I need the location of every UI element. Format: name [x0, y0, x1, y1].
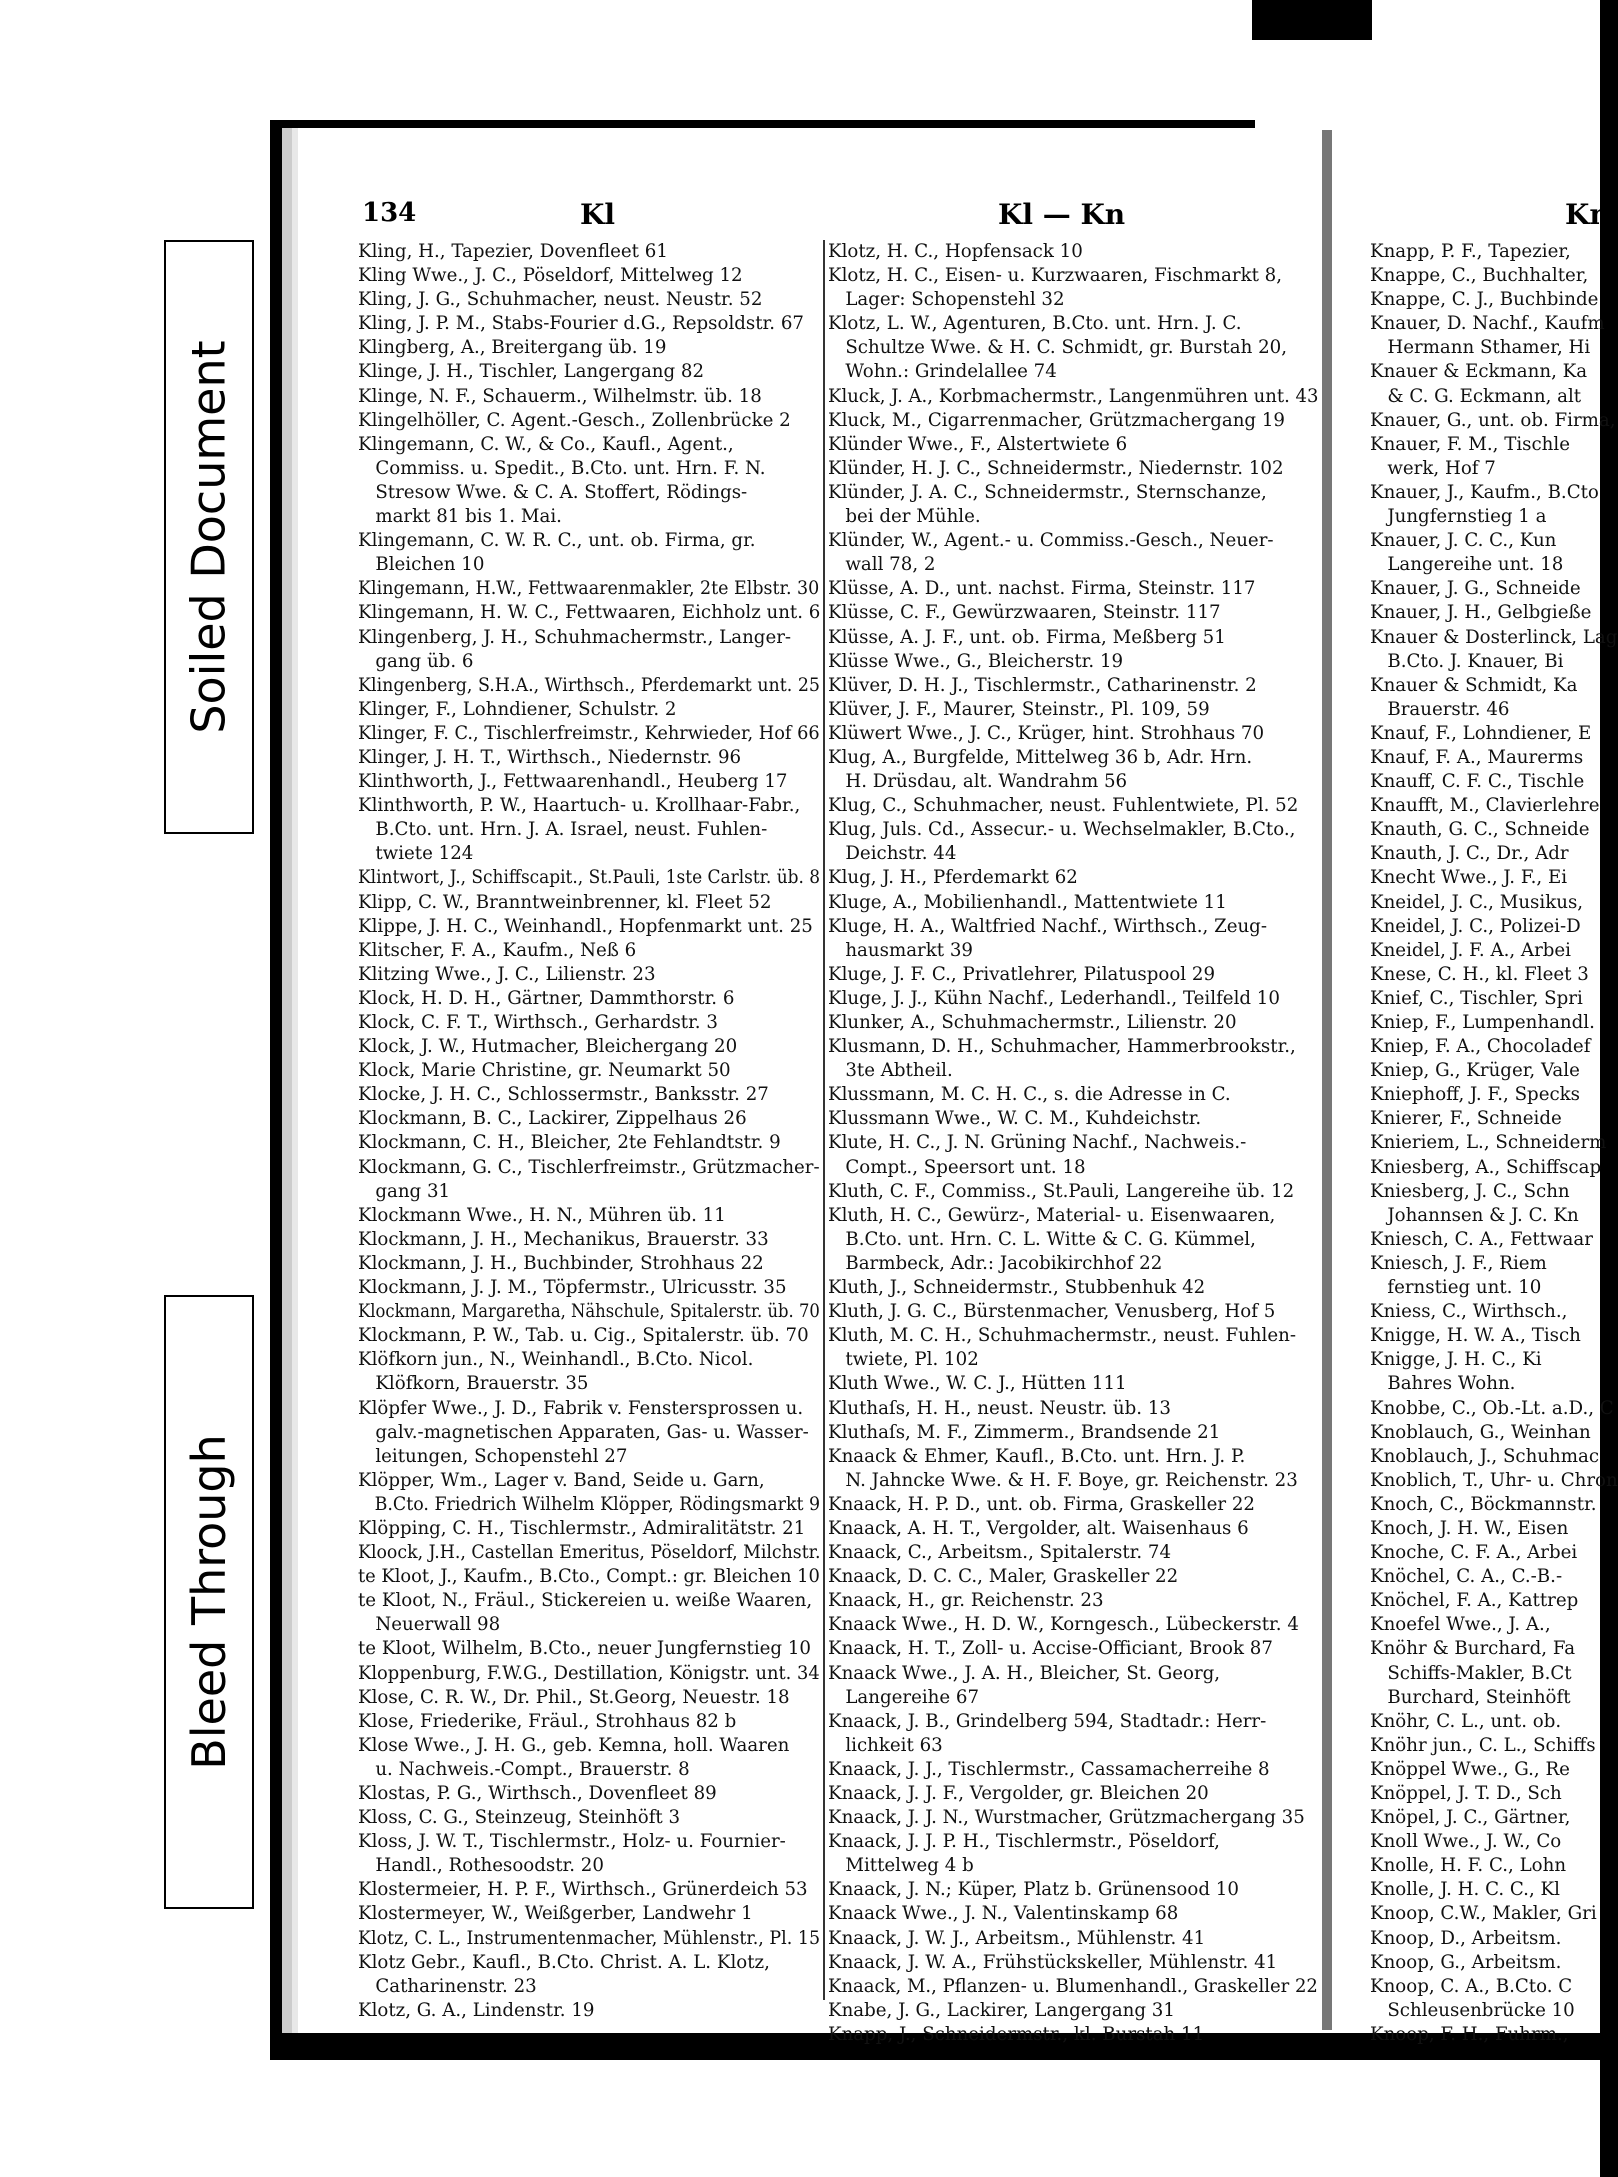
directory-entry: Lager: Schopenstehl 32 — [828, 289, 1065, 311]
directory-entry: & C. G. Eckmann, alt — [1370, 385, 1582, 407]
directory-entry: Bleichen 10 — [358, 554, 485, 576]
directory-entry: leitungen, Schopenstehl 27 — [358, 1445, 628, 1467]
directory-entry: Knoche, C. F. A., Arbei — [1370, 1542, 1578, 1564]
directory-entry: Klug, Juls. Cd., Assecur.- u. Wechselmakler, B.Cto., — [828, 819, 1296, 841]
directory-entry: Knauer, J., Kaufm., B.Cto — [1370, 481, 1599, 503]
directory-entry: Klocke, J. H. C., Schlossermstr., Banksstr. 27 — [358, 1084, 769, 1106]
directory-entry: Knauf, F. A., Maurerms — [1370, 746, 1584, 768]
directory-entry: Kluck, M., Cigarrenmacher, Grützmachergang 19 — [828, 409, 1285, 431]
directory-entry: Knöpel, J. C., Gärtner, — [1370, 1807, 1571, 1829]
directory-entry: B.Cto. J. Knauer, Bi — [1370, 650, 1564, 672]
directory-entry: Klitscher, F. A., Kaufm., Neß 6 — [358, 939, 637, 961]
directory-entry: N. Jahncke Wwe. & H. F. Boye, gr. Reichenstr. 23 — [828, 1469, 1298, 1491]
directory-entry: Klug, A., Burgfelde, Mittelweg 36 b, Adr. Hrn. — [828, 746, 1253, 768]
directory-entry: Knauer, J. C. C., Kun — [1370, 530, 1557, 552]
directory-entry: Klockmann, J. J. M., Töpfermstr., Ulricusstr. 35 — [358, 1277, 787, 1299]
directory-entry: Knöppel, J. T. D., Sch — [1370, 1783, 1562, 1804]
directory-entry: Knauer, F. M., Tischle — [1370, 433, 1570, 455]
directory-entry: Knaack, J. J. P. H., Tischlermstr., Pöseldorf, — [828, 1831, 1220, 1853]
directory-entry: Bahres Wohn. — [1370, 1373, 1516, 1395]
directory-entry: Knappe, C., Buchhalter, — [1370, 265, 1589, 287]
directory-entry: Knaack, H. P. D., unt. ob. Firma, Graskeller 22 — [828, 1493, 1256, 1515]
directory-entry: Knolle, J. H. C. C., Kl — [1370, 1879, 1560, 1901]
directory-entry: Knöhr jun., C. L., Schiffs — [1370, 1734, 1596, 1756]
directory-entry: Knese, C. H., kl. Fleet 3 — [1370, 963, 1589, 985]
directory-entry: Kniephoff, J. F., Specks — [1370, 1084, 1580, 1106]
directory-entry: Knöhr, C. L., unt. ob. — [1370, 1710, 1562, 1732]
directory-entry: Knöppel Wwe., G., Re — [1370, 1758, 1570, 1780]
directory-entry: Kluth, J., Schneidermstr., Stubbenhuk 42 — [828, 1277, 1206, 1299]
directory-entry: Hermann Sthamer, Hi — [1370, 337, 1591, 359]
directory-entry: Kniesberg, A., Schiffscap — [1370, 1156, 1602, 1178]
directory-entry: Knaack Wwe., J. N., Valentinskamp 68 — [828, 1903, 1179, 1925]
directory-entry: Knierer, F., Schneide — [1370, 1108, 1562, 1130]
directory-entry: Klöpfer Wwe., J. D., Fabrik v. Fenstersprossen u. — [358, 1397, 804, 1419]
directory-entry: Knieriem, L., Schneiderm — [1370, 1132, 1607, 1154]
directory-entry: Klinge, N. F., Schauerm., Wilhelmstr. üb. 18 — [358, 385, 762, 407]
directory-entry: Kluth, C. F., Commiss., St.Pauli, Langereihe üb. 12 — [828, 1180, 1295, 1202]
directory-entry: Knoop, F. H., Fuhrm., — [1370, 2023, 1569, 2045]
directory-entry: bei der Mühle. — [828, 506, 981, 528]
directory-entry: Klockmann, C. H., Bleicher, 2te Fehlandtstr. 9 — [358, 1132, 781, 1154]
directory-entry: Langereihe unt. 18 — [1370, 554, 1564, 576]
directory-entry: Kling, J. P. M., Stabs-Fourier d.G., Repsoldstr. 67 — [358, 313, 804, 335]
directory-entry: Deichstr. 44 — [828, 843, 957, 865]
directory-entry: Klingemann, H.W., Fettwaarenmakler, 2te Elbstr. 30 — [358, 578, 820, 600]
directory-entry: te Kloot, N., Fräul., Stickereien u. weiße Waaren, — [358, 1590, 813, 1612]
directory-entry: Klock, C. F. T., Wirthsch., Gerhardstr. 3 — [358, 1012, 718, 1033]
directory-entry: Klotz, G. A., Lindenstr. 19 — [358, 1999, 595, 2021]
directory-entry: Klingemann, C. W. R. C., unt. ob. Firma, gr. — [358, 530, 756, 552]
right-column — [828, 240, 1318, 2047]
directory-entry: Knaufft, M., Clavierlehre — [1370, 795, 1600, 817]
directory-entry: Kluge, J. F. C., Privatlehrer, Pilatuspool 29 — [828, 963, 1216, 985]
directory-entry: Catharinenstr. 23 — [358, 1975, 537, 1997]
facing-page-column — [1370, 240, 1618, 2047]
directory-entry: Knaack, J. B., Grindelberg 594, Stadtadr.: Herr- — [828, 1710, 1267, 1732]
directory-entry: Klingemann, H. W. C., Fettwaaren, Eichholz unt. 6 — [358, 602, 821, 624]
directory-entry: 3te Abtheil. — [828, 1060, 953, 1082]
right-running-head: Kl — Kn — [998, 198, 1126, 231]
directory-entry: Klockmann, B. C., Lackirer, Zippelhaus 26 — [358, 1108, 747, 1130]
directory-entry: Klotz, H. C., Hopfensack 10 — [828, 241, 1083, 262]
directory-entry: Knöhr & Burchard, Fa — [1370, 1638, 1576, 1660]
directory-entry: te Kloot, Wilhelm, B.Cto., neuer Jungfernstieg 10 — [358, 1638, 811, 1660]
directory-entry: Knauf, F., Lohndiener, E — [1370, 722, 1592, 744]
directory-entry: Knaack, M., Pflanzen- u. Blumenhandl., Graskeller 22 — [828, 1975, 1318, 1997]
directory-entry: Klinger, F., Lohndiener, Schulstr. 2 — [358, 698, 677, 720]
directory-entry: te Kloot, J., Kaufm., B.Cto., Compt.: gr. Bleichen 10 — [358, 1566, 820, 1588]
page-number: 134 — [362, 198, 417, 228]
directory-entry: Kneidel, J. C., Polizei-D — [1370, 915, 1581, 937]
directory-entry: Knoblauch, G., Weinhan — [1370, 1421, 1591, 1443]
directory-entry: Kluth, H. C., Gewürz-, Material- u. Eisenwaaren, — [828, 1204, 1276, 1226]
directory-entry: Knaack, J. J. F., Vergolder, gr. Bleichen 20 — [828, 1783, 1209, 1804]
directory-entry: Klöfkorn, Brauerstr. 35 — [358, 1373, 589, 1395]
soiled-document-label — [164, 240, 254, 834]
directory-entry: Knoefel Wwe., J. A., — [1370, 1614, 1551, 1636]
directory-entry: Klünder Wwe., F., Alstertwiete 6 — [828, 433, 1128, 455]
directory-entry: Kluth, M. C. H., Schuhmachermstr., neust. Fuhlen- — [828, 1325, 1296, 1347]
directory-entry: Klüver, D. H. J., Tischlermstr., Catharinenstr. 2 — [828, 674, 1257, 696]
directory-entry: Knauer, J. G., Schneide — [1370, 578, 1581, 600]
directory-entry: Klostermeyer, W., Weißgerber, Landwehr 1 — [358, 1903, 753, 1925]
directory-entry: Knoll Wwe., J. W., Co — [1370, 1831, 1562, 1853]
facing-running-head: Kn — [1565, 198, 1610, 231]
directory-entry: Knief, C., Tischler, Spri — [1370, 987, 1583, 1009]
directory-entry: Knigge, H. W. A., Tisch — [1370, 1325, 1581, 1347]
directory-entry: Kluge, H. A., Waltfried Nachf., Wirthsch., Zeug- — [828, 915, 1267, 937]
directory-entry: Knaack, J. J. N., Wurstmacher, Grützmachergang 35 — [828, 1807, 1305, 1829]
directory-entry: Klünder, J. A. C., Schneidermstr., Sternschanze, — [828, 481, 1267, 503]
directory-entry: Klinthworth, P. W., Haartuch- u. Krollhaar-Fabr., — [358, 795, 801, 817]
directory-entry: markt 81 bis 1. Mai. — [358, 506, 562, 528]
directory-entry: Klotz Gebr., Kaufl., B.Cto. Christ. A. L. Klotz, — [358, 1951, 770, 1973]
directory-entry: Knoch, J. H. W., Eisen — [1370, 1517, 1569, 1539]
directory-entry: Klintwort, J., Schiffscapit., St.Pauli, 1ste Carlstr. üb. 8 — [358, 867, 821, 889]
directory-entry: Klug, J. H., Pferdemarkt 62 — [828, 867, 1078, 889]
directory-entry: Klüsse Wwe., G., Bleicherstr. 19 — [828, 650, 1124, 672]
directory-entry: Klose Wwe., J. H. G., geb. Kemna, holl. Waaren — [358, 1734, 790, 1756]
directory-entry: Kloock, J.H., Castellan Emeritus, Pöseldorf, Milchstr. — [358, 1542, 821, 1564]
directory-entry: Klockmann, G. C., Tischlerfreimstr., Grützmacher- — [358, 1156, 820, 1178]
directory-entry: Knaack, J. J., Tischlermstr., Cassamacherreihe 8 — [828, 1758, 1270, 1780]
directory-entry: Knapp, J., Schneidermstr., kl. Burstah 11 — [828, 2023, 1205, 2045]
column-rule — [823, 240, 825, 2000]
directory-entry: Klose, C. R. W., Dr. Phil., St.Georg, Neuestr. 18 — [358, 1686, 790, 1708]
directory-entry: Kluck, J. A., Korbmachermstr., Langenmühren unt. 43 — [828, 385, 1319, 407]
directory-entry: Knoblauch, J., Schuhmac — [1370, 1445, 1600, 1467]
directory-entry: fernstieg unt. 10 — [1370, 1277, 1542, 1299]
directory-entry: Compt., Speersort unt. 18 — [828, 1156, 1086, 1178]
binding-tab — [1252, 0, 1372, 40]
directory-entry: twiete, Pl. 102 — [828, 1349, 979, 1371]
directory-entry: gang üb. 6 — [358, 650, 474, 672]
directory-entry: Klöpping, C. H., Tischlermstr., Admiralitätstr. 21 — [358, 1517, 806, 1539]
directory-entry: Knobbe, C., Ob.-Lt. a.D., C — [1370, 1397, 1614, 1419]
directory-entry: Johannsen & J. C. Kn — [1370, 1204, 1579, 1226]
directory-entry: Knoop, C.W., Makler, Gri — [1370, 1903, 1597, 1925]
directory-entry: Kneidel, J. C., Musikus, — [1370, 891, 1584, 913]
directory-entry: Knaack, C., Arbeitsm., Spitalerstr. 74 — [828, 1542, 1172, 1564]
directory-entry: werk, Hof 7 — [1370, 457, 1496, 479]
directory-entry: Klingemann, C. W., & Co., Kaufl., Agent., — [358, 433, 734, 455]
directory-entry: Kniesch, C. A., Fettwaar — [1370, 1228, 1593, 1250]
directory-entry: wall 78, 2 — [828, 554, 936, 576]
directory-entry: Klute, H. C., J. N. Grüning Nachf., Nachweis.- — [828, 1132, 1247, 1154]
directory-entry: Klotz, H. C., Eisen- u. Kurzwaaren, Fischmarkt 8, — [828, 265, 1283, 287]
directory-entry: Knaack, D. C. C., Maler, Graskeller 22 — [828, 1566, 1179, 1588]
directory-entry: Knecht Wwe., J. F., Ei — [1370, 867, 1568, 889]
directory-entry: Mittelweg 4 b — [828, 1855, 974, 1877]
directory-entry: Knöchel, C. A., C.-B.- — [1370, 1566, 1563, 1588]
directory-entry: B.Cto. unt. Hrn. J. A. Israel, neust. Fuhlen- — [358, 819, 768, 841]
directory-entry: Barmbeck, Adr.: Jacobikirchhof 22 — [828, 1252, 1163, 1274]
directory-entry: Knauer & Schmidt, Ka — [1370, 674, 1578, 696]
directory-entry: Knauer, D. Nachf., Kaufm — [1370, 313, 1605, 335]
directory-entry: Kniesch, J. F., Riem — [1370, 1252, 1547, 1274]
directory-entry: Knaack Wwe., J. A. H., Bleicher, St. Georg, — [828, 1662, 1221, 1684]
directory-entry: Knaack, J. N.; Küper, Platz b. Grünensood 10 — [828, 1879, 1239, 1901]
directory-entry: galv.-magnetischen Apparaten, Gas- u. Wasser- — [358, 1421, 809, 1443]
directory-entry: Jungfernstieg 1 a — [1370, 506, 1547, 528]
directory-entry: Klöpper, Wm., Lager v. Band, Seide u. Garn, — [358, 1469, 765, 1491]
directory-entry: Klussmann Wwe., W. C. M., Kuhdeichstr. — [828, 1108, 1202, 1130]
directory-entry: Knauer, G., unt. ob. Firma, — [1370, 409, 1616, 431]
directory-entry: Klostas, P. G., Wirthsch., Dovenfleet 89 — [358, 1783, 717, 1804]
directory-entry: u. Nachweis.-Compt., Brauerstr. 8 — [358, 1758, 690, 1780]
directory-entry: Knaack & Ehmer, Kaufl., B.Cto. unt. Hrn. J. P. — [828, 1445, 1246, 1467]
left-running-head: Kl — [580, 198, 615, 231]
directory-entry: twiete 124 — [358, 843, 474, 865]
directory-entry: Klinge, J. H., Tischler, Langergang 82 — [358, 361, 705, 383]
directory-entry: Knoch, C., Böckmannstr. — [1370, 1493, 1597, 1515]
directory-entry: Kniep, F., Lumpenhandl. — [1370, 1012, 1595, 1033]
directory-entry: Klipp, C. W., Branntweinbrenner, kl. Fleet 52 — [358, 891, 772, 913]
directory-entry: Klockmann, P. W., Tab. u. Cig., Spitalerstr. üb. 70 — [358, 1325, 809, 1347]
directory-entry: Knolle, H. F. C., Lohn — [1370, 1855, 1567, 1877]
directory-entry: Kluge, A., Mobilienhandl., Mattentwiete 11 — [828, 891, 1227, 913]
directory-entry: B.Cto. unt. Hrn. C. L. Witte & C. G. Kümmel, — [828, 1228, 1256, 1250]
directory-entry: Klostermeier, H. P. F., Wirthsch., Grünerdeich 53 — [358, 1879, 808, 1901]
directory-entry: Kneidel, J. F. A., Arbei — [1370, 939, 1571, 961]
directory-entry: Klinger, J. H. T., Wirthsch., Niedernstr. 96 — [358, 746, 742, 768]
directory-entry: Knauer, J. H., Gelbgieße — [1370, 602, 1592, 624]
directory-entry: Knaack, J. W. A., Frühstückskeller, Mühlenstr. 41 — [828, 1951, 1278, 1973]
directory-entry: Klockmann Wwe., H. N., Mühren üb. 11 — [358, 1204, 726, 1226]
directory-entry: Knappe, C. J., Buchbinde — [1370, 289, 1599, 311]
directory-entry: Kluthaſs, H. H., neust. Neustr. üb. 13 — [828, 1397, 1171, 1419]
directory-entry: Klotz, L. W., Agenturen, B.Cto. unt. Hrn. J. C. — [828, 313, 1242, 335]
directory-entry: Knauer & Dosterlinck, Lag — [1370, 626, 1618, 648]
directory-entry: Klockmann, Margaretha, Nähschule, Spitalerstr. üb. 70 — [358, 1301, 820, 1323]
directory-entry: Klitzing Wwe., J. C., Lilienstr. 23 — [358, 963, 656, 985]
directory-entry: Kluthaſs, M. F., Zimmerm., Brandsende 21 — [828, 1421, 1221, 1443]
directory-entry: Knoop, D., Arbeitsm. — [1370, 1927, 1562, 1949]
bleed-through-label-text: Bleed Through — [182, 1434, 237, 1770]
directory-entry: Kluth Wwe., W. C. J., Hütten 111 — [828, 1373, 1127, 1395]
directory-entry: hausmarkt 39 — [828, 939, 973, 961]
directory-entry: Klüsse, A. D., unt. nachst. Firma, Steinstr. 117 — [828, 578, 1256, 600]
directory-entry: Neuerwall 98 — [358, 1614, 501, 1636]
directory-entry: Klose, Friederike, Fräul., Strohhaus 82 b — [358, 1710, 737, 1732]
directory-entry: Knoop, C. A., B.Cto. C — [1370, 1975, 1573, 1997]
directory-entry: gang 31 — [358, 1180, 451, 1202]
directory-entry: Klock, J. W., Hutmacher, Bleichergang 20 — [358, 1036, 738, 1058]
directory-entry: Knoblich, T., Uhr- u. Chron — [1370, 1469, 1618, 1491]
directory-entry: Klotz, C. L., Instrumentenmacher, Mühlenstr., Pl. 15 — [358, 1927, 821, 1949]
directory-entry: Kling Wwe., J. C., Pöseldorf, Mittelweg 12 — [358, 265, 743, 287]
directory-entry: Commiss. u. Spedit., B.Cto. unt. Hrn. F. N. — [358, 457, 766, 479]
directory-entry: Knauff, C. F. C., Tischle — [1370, 771, 1585, 793]
directory-entry: Klussmann, M. C. H. C., s. die Adresse in C. — [828, 1084, 1231, 1106]
directory-entry: Kloppenburg, F.W.G., Destillation, Königstr. unt. 34 — [358, 1662, 820, 1684]
directory-entry: Klockmann, J. H., Mechanikus, Brauerstr. 33 — [358, 1228, 769, 1250]
directory-entry: H. Drüsdau, alt. Wandrahm 56 — [828, 771, 1128, 793]
directory-entry: Klüver, J. F., Maurer, Steinstr., Pl. 109, 59 — [828, 698, 1210, 720]
directory-entry: Klusmann, D. H., Schuhmacher, Hammerbrookstr., — [828, 1036, 1296, 1058]
soiled-document-label-text: Soiled Document — [182, 340, 236, 734]
directory-entry: Knigge, J. H. C., Ki — [1370, 1349, 1542, 1371]
left-column — [358, 240, 820, 2023]
directory-entry: Klüwert Wwe., J. C., Krüger, hint. Strohhaus 70 — [828, 722, 1265, 744]
directory-entry: Schultze Wwe. & H. C. Schmidt, gr. Burstah 20, — [828, 337, 1287, 359]
directory-entry: Klingberg, A., Breitergang üb. 19 — [358, 337, 667, 359]
directory-entry: Kniep, G., Krüger, Vale — [1370, 1060, 1580, 1082]
directory-entry: lichkeit 63 — [828, 1734, 943, 1756]
directory-entry: Stresow Wwe. & C. A. Stoffert, Rödings- — [358, 481, 748, 503]
directory-entry: Schleusenbrücke 10 — [1370, 1999, 1575, 2021]
directory-entry: Kluge, J. J., Kühn Nachf., Lederhandl., Teilfeld 10 — [828, 987, 1280, 1009]
directory-entry: Brauerstr. 46 — [1370, 698, 1510, 720]
directory-entry: Burchard, Steinhöft — [1370, 1686, 1571, 1708]
directory-entry: Wohn.: Grindelallee 74 — [828, 361, 1057, 383]
directory-entry: Klock, H. D. H., Gärtner, Dammthorstr. 6 — [358, 987, 735, 1009]
directory-entry: Knauer & Eckmann, Ka — [1370, 361, 1588, 383]
page-gutter — [1322, 130, 1332, 2030]
directory-entry: Klingelhöller, C. Agent.-Gesch., Zollenbrücke 2 — [358, 409, 791, 431]
directory-entry: Klock, Marie Christine, gr. Neumarkt 50 — [358, 1060, 731, 1082]
directory-entry: Knoop, G., Arbeitsm. — [1370, 1951, 1562, 1973]
directory-entry: Klippe, J. H. C., Weinhandl., Hopfenmarkt unt. 25 — [358, 915, 813, 937]
directory-entry: Knabe, J. G., Lackirer, Langergang 31 — [828, 1999, 1175, 2021]
directory-entry: Kluth, J. G. C., Bürstenmacher, Venusberg, Hof 5 — [828, 1301, 1276, 1323]
directory-entry: Klünder, H. J. C., Schneidermstr., Niedernstr. 102 — [828, 457, 1284, 479]
directory-entry: Handl., Rothesoodstr. 20 — [358, 1855, 604, 1877]
directory-entry: Klunker, A., Schuhmachermstr., Lilienstr. 20 — [828, 1012, 1237, 1033]
directory-entry: Klug, C., Schuhmacher, neust. Fuhlentwiete, Pl. 52 — [828, 795, 1299, 817]
directory-entry: Schiffs-Makler, B.Ct — [1370, 1662, 1572, 1684]
directory-entry: Knaack Wwe., H. D. W., Korngesch., Lübeckerstr. 4 — [828, 1614, 1299, 1636]
directory-entry: Klünder, W., Agent.- u. Commiss.-Gesch., Neuer- — [828, 530, 1274, 552]
directory-entry: Knaack, H., gr. Reichenstr. 23 — [828, 1590, 1104, 1612]
directory-entry: Klingenberg, S.H.A., Wirthsch., Pferdemarkt unt. 25 — [358, 674, 820, 696]
directory-entry: Knöchel, F. A., Kattrep — [1370, 1590, 1579, 1612]
directory-entry: Klinger, F. C., Tischlerfreimstr., Kehrwieder, Hof 66 — [358, 722, 820, 744]
directory-entry: Kling, H., Tapezier, Dovenfleet 61 — [358, 241, 668, 262]
directory-entry: Knapp, P. F., Tapezier, — [1370, 241, 1571, 262]
directory-entry: Knauth, G. C., Schneide — [1370, 819, 1590, 841]
directory-entry: Klüsse, C. F., Gewürzwaaren, Steinstr. 117 — [828, 602, 1221, 624]
bleed-through-label — [164, 1295, 254, 1909]
directory-entry: Knauth, J. C., Dr., Adr — [1370, 843, 1569, 865]
directory-entry: Klinthworth, J., Fettwaarenhandl., Heuberg 17 — [358, 771, 788, 793]
directory-entry: Knaack, H. T., Zoll- u. Accise-Officiant, Brook 87 — [828, 1638, 1273, 1660]
directory-entry: Klingenberg, J. H., Schuhmachermstr., Langer- — [358, 626, 792, 648]
directory-entry: Kniess, C., Wirthsch., — [1370, 1301, 1568, 1323]
directory-entry: Klüsse, A. J. F., unt. ob. Firma, Meßberg 51 — [828, 626, 1226, 648]
directory-entry: Kniesberg, J. C., Schn — [1370, 1180, 1570, 1202]
directory-entry: Kloss, J. W. T., Tischlermstr., Holz- u. Fournier- — [358, 1831, 786, 1853]
directory-entry: Kling, J. G., Schuhmacher, neust. Neustr. 52 — [358, 289, 763, 311]
directory-entry: Kloss, C. G., Steinzeug, Steinhöft 3 — [358, 1807, 681, 1829]
directory-entry: Kniep, F. A., Chocoladef — [1370, 1036, 1591, 1058]
directory-entry: Knaack, J. W. J., Arbeitsm., Mühlenstr. 41 — [828, 1927, 1206, 1949]
directory-entry: Klöfkorn jun., N., Weinhandl., B.Cto. Nicol. — [358, 1349, 754, 1371]
directory-entry: Knaack, A. H. T., Vergolder, alt. Waisenhaus 6 — [828, 1517, 1249, 1539]
directory-entry: Klockmann, J. H., Buchbinder, Strohhaus 22 — [358, 1252, 764, 1274]
directory-entry: B.Cto. Friedrich Wilhelm Klöpper, Rödingsmarkt 9 — [358, 1493, 821, 1515]
directory-entry: Langereihe 67 — [828, 1686, 980, 1708]
